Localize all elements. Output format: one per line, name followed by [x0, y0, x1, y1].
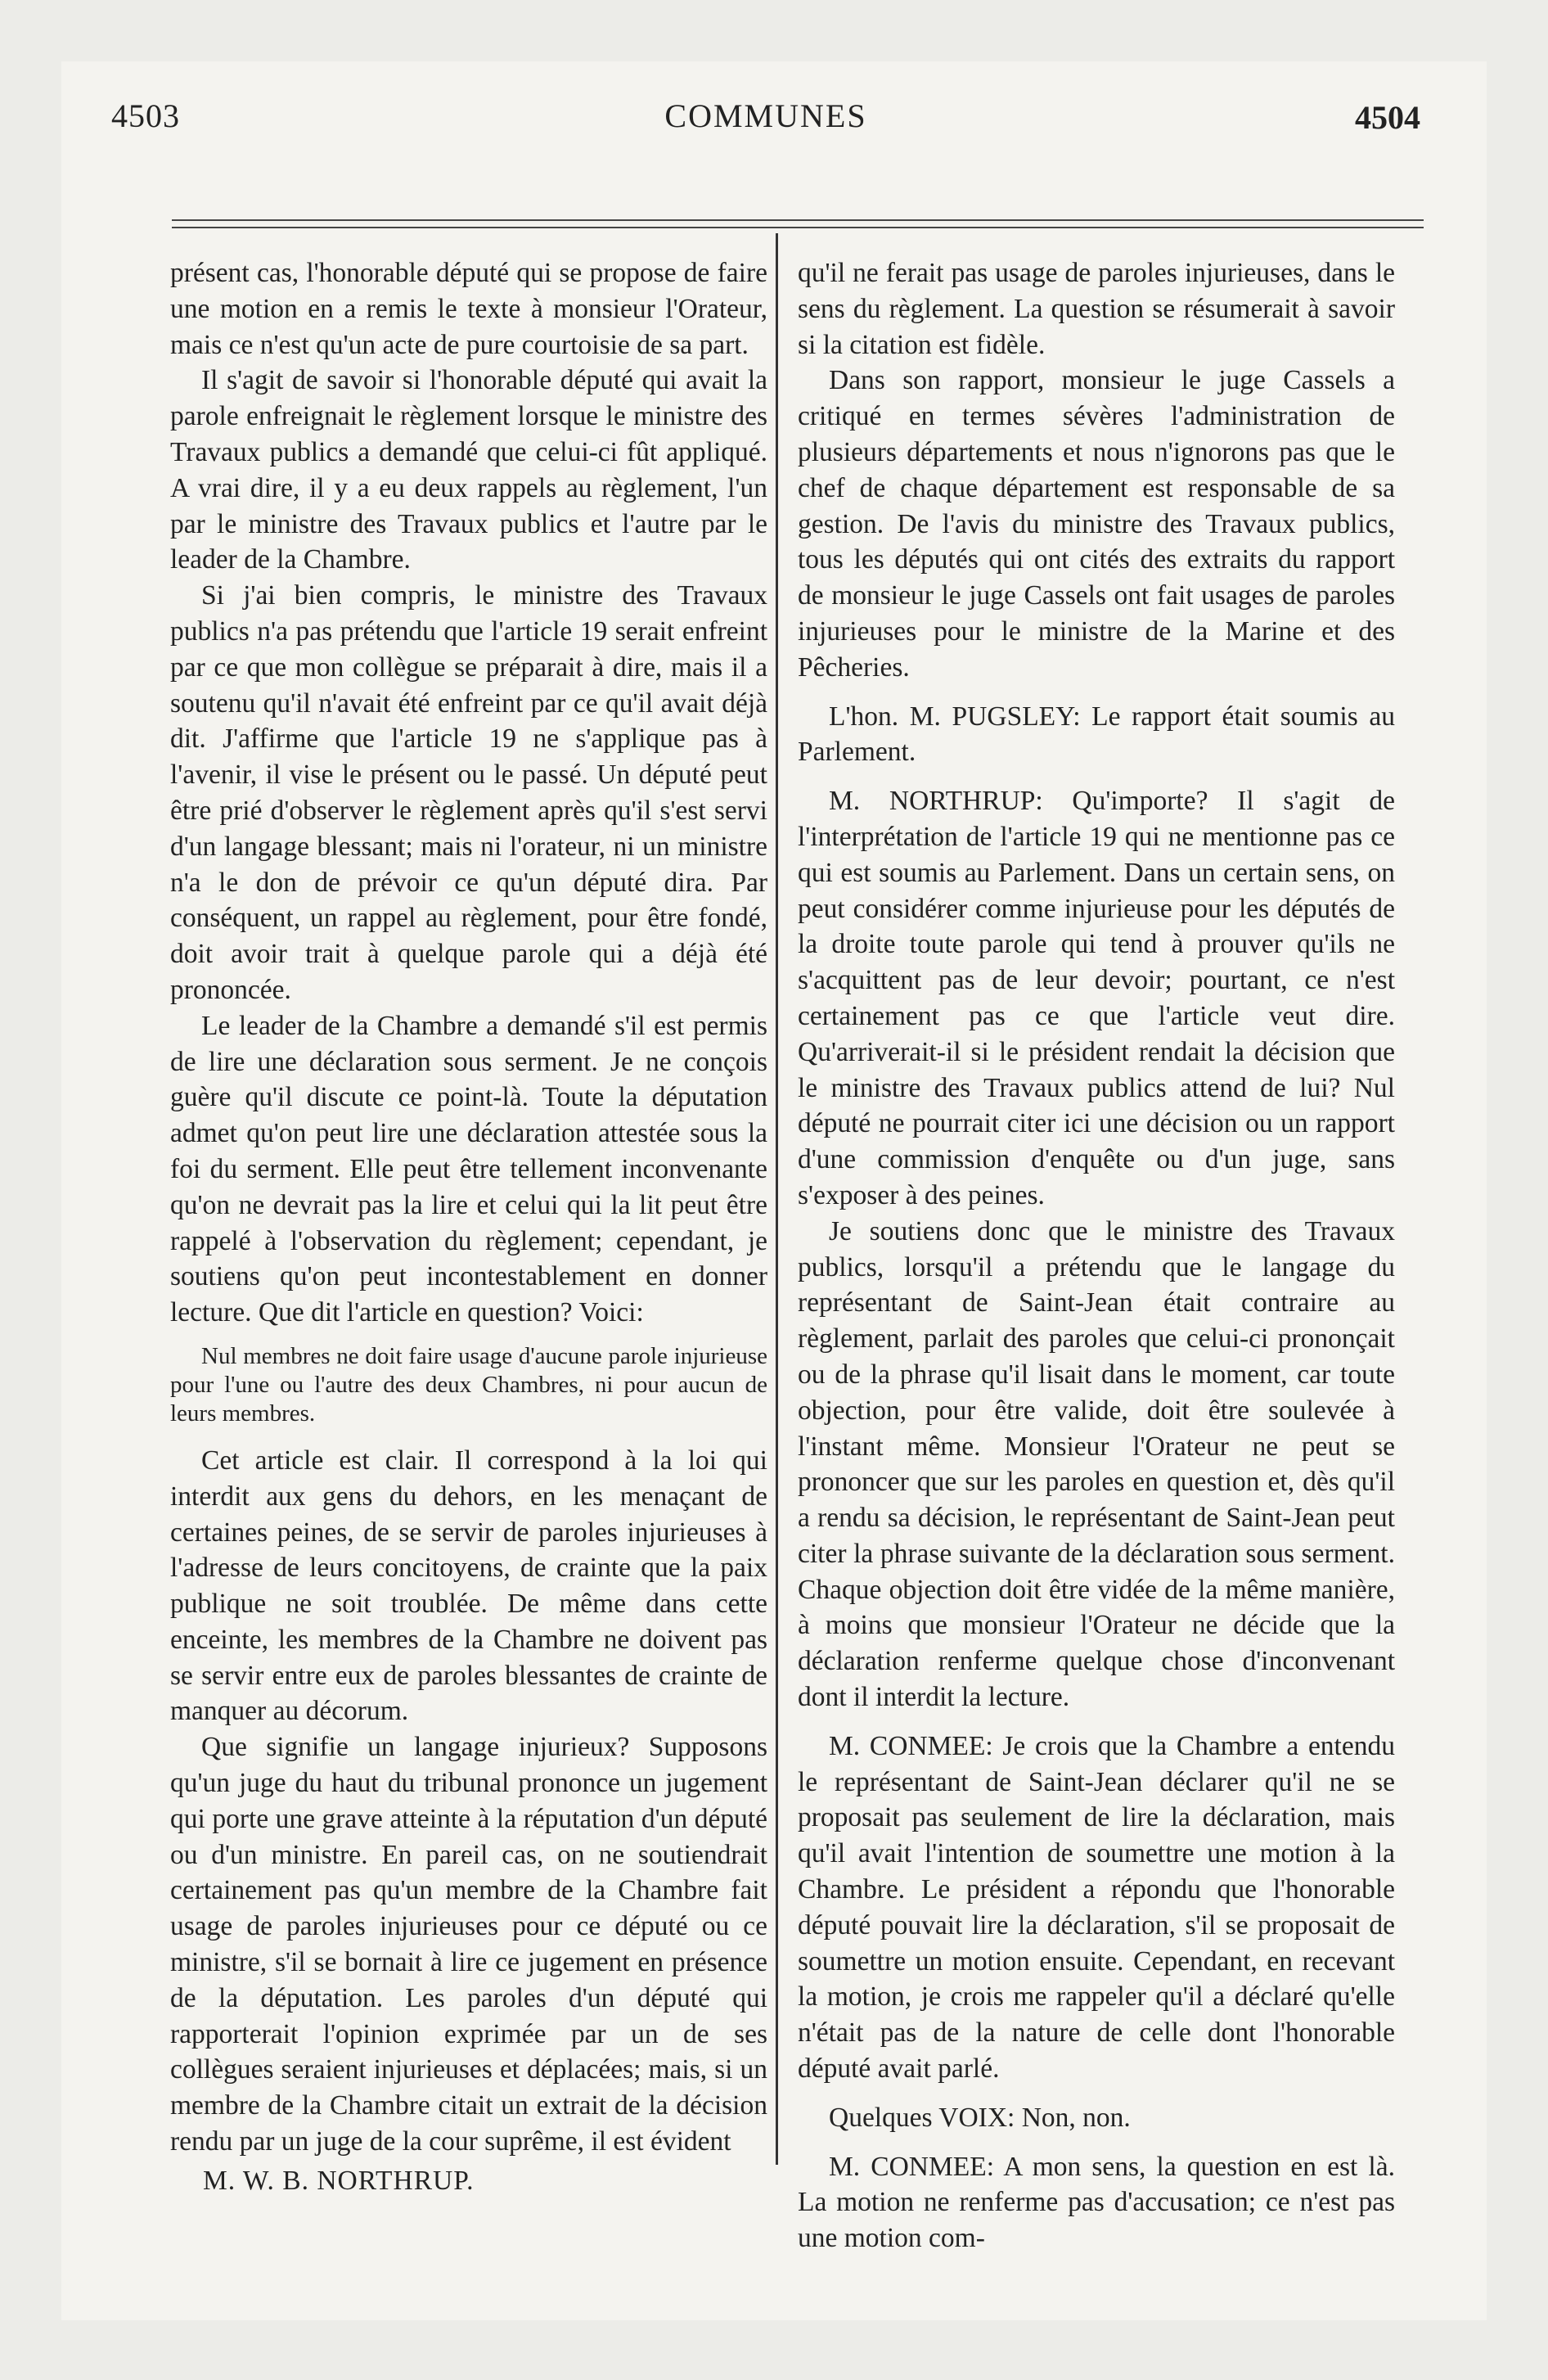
- right-page-number: 4504: [1355, 99, 1420, 136]
- paragraph: Que signifie un langage injurieux? Supposons qu'un juge du haut du tribunal prononce un jugement qui porte une grave atteinte à la réputation d'un député ou d'un ministre. En pareil cas, on ne soutiendrait certainement pas qu'un membre de la Chambre fait usage de paroles injurieuses pour ce député ou ce ministre, s'il se bornait à lire ce jugement en présence de la députation. Les paroles d'un député qui rapporterait l'opinion exprimée par un de ses collègues seraient injurieuses et déplacées; mais, si un membre de la Chambre citait un extrait de la décision rendu par un juge de la cour suprême, il est évident: [170, 1732, 767, 2157]
- header-rule-top: [172, 219, 1424, 221]
- speaker-paragraph: M. CONMEE: Je crois que la Chambre a entendu le représentant de Saint-Jean déclarer qu'il ne se proposait pas seulement de lire la déclaration, mais qu'il avait l'intention de soumettre une motion à la Chambre. Le président a répondu que l'honorable député pouvait lire la déclaration, s'il se proposait de soumettre un motion ensuite. Cependant, en recevant la motion, je crois me rappeler qu'il a déclaré qu'elle n'était pas de la nature de celle dont l'honorable député avait parlé.: [798, 1730, 1395, 2085]
- paragraph: présent cas, l'honorable député qui se propose de faire une motion en a remis le texte à monsieur l'Orateur, mais ce n'est qu'un acte de pure courtoisie de sa part.: [170, 258, 767, 360]
- speaker-paragraph: M. NORTHRUP: Qu'importe? Il s'agit de l'interprétation de l'article 19 qui ne mentionne pas ce qui est soumis au Parlement. Dans un certain sens, on peut considérer comme injurieuse pour les députés de la droite toute parole qui tend à prouver qu'ils ne s'acquittent pas de leur devoir; pourtant, ce n'est certainement pas ce que l'article veut dire. Qu'arriverait-il si le président rendait la décision que le ministre des Travaux publics attend de lui? Nul député ne pourrait citer ici une décision ou un rapport d'une commission d'enquête ou d'un juge, sans s'exposer à des peines.: [798, 786, 1395, 1210]
- page-header: [111, 97, 1420, 154]
- paragraph: Cet article est clair. Il correspond à la loi qui interdit aux gens du dehors, en les menaçant de certaines peines, de se servir de paroles injurieuses à l'adresse de leurs concitoyens, de crainte que la paix publique ne soit troublée. De même dans cette enceinte, les membres de la Chambre ne doivent pas se servir entre eux de paroles blessantes de crainte de manquer au décorum.: [170, 1445, 767, 1727]
- speaker-signature: M. W. B. NORTHRUP.: [203, 2165, 475, 2196]
- speaker-paragraph: L'hon. M. PUGSLEY: Le rapport était soumis au Parlement.: [798, 701, 1395, 768]
- paragraph: Le leader de la Chambre a demandé s'il est permis de lire une déclaration sous serment. Je ne conçois guère qu'il discute ce point-là. Toute la députation admet qu'on peut lire une déclaration attestée sous la foi du serment. Elle peut être tellement inconvenante qu'on ne devrait pas la lire et celui qui la lit peut être rappelé à l'observation du règlement; cependant, je soutiens qu'on peut incontestablement en donner lecture. Que dit l'article en question? Voici:: [170, 1010, 767, 1328]
- header-rule-bottom: [172, 227, 1424, 228]
- paragraph: Dans son rapport, monsieur le juge Cassels a critiqué en termes sévères l'administration de plusieurs départements et nous n'ignorons pas que le chef de chaque département est responsable de sa gestion. De l'avis du ministre des Travaux publics, tous les députés qui ont cités des extraits du rapport de monsieur le juge Cassels ont fait usages de paroles injurieuses pour le ministre de la Marine et des Pêcheries.: [798, 365, 1395, 683]
- paragraph: qu'il ne ferait pas usage de paroles injurieuses, dans le sens du règlement. La question se résumerait à savoir si la citation est fidèle.: [798, 258, 1395, 360]
- column-divider: [776, 233, 778, 2165]
- paragraph: Je soutiens donc que le ministre des Travaux publics, lorsqu'il a prétendu que le langage du représentant de Saint-Jean était contraire au règlement, parlait des paroles que celui-ci prononçait ou de la phrase qu'il lisait dans le moment, car toute objection, pour être valide, doit être soulevée à l'instant même. Monsieur l'Orateur ne peut se prononcer que sur les paroles en question et, dès qu'il a rendu sa décision, le représentant de Saint-Jean peut citer la phrase suivante de la déclaration sous serment. Chaque objection doit être vidée de la même manière, à moins que monsieur l'Orateur ne décide que la déclaration renferme quelque chose d'inconvenant dont il interdit la lecture.: [798, 1215, 1395, 1713]
- paragraph: Si j'ai bien compris, le ministre des Travaux publics n'a pas prétendu que l'article 19 serait enfreint par ce que mon collègue se préparait à dire, mais il a soutenu qu'il n'avait été enfreint par ce qu'il avait déjà dit. J'affirme que l'article 19 ne s'applique pas à l'avenir, il vise le présent ou le passé. Un député peut être prié d'observer le règlement après qu'il s'est servi d'un langage blessant; mais ni l'orateur, ni un ministre n'a le don de prévoir ce qu'un député dira. Par conséquent, un rappel au règlement, pour être fondé, doit avoir trait à quelque parole qui a déjà été prononcée.: [170, 580, 767, 1005]
- left-page-number: 4503: [111, 97, 180, 134]
- left-column: [170, 255, 767, 2199]
- speaker-paragraph: M. CONMEE: A mon sens, la question en est là. La motion ne renferme pas d'accusation; ce n'est pas une motion com-: [798, 2151, 1395, 2254]
- quoted-rule: Nul membres ne doit faire usage d'aucune parole injurieuse pour l'une ou l'autre des deux Chambres, ni pour aucun de leurs membres.: [170, 1342, 767, 1427]
- right-column: [798, 255, 1395, 2256]
- paragraph: Il s'agit de savoir si l'honorable député qui avait la parole enfreignait le règlement lorsque le ministre des Travaux publics a demandé que celui-ci fût appliqué. A vrai dire, il y a eu deux rappels au règlement, l'un par le ministre des Travaux publics et l'autre par le leader de la Chambre.: [170, 365, 767, 575]
- speaker-paragraph: Quelques VOIX: Non, non.: [829, 2102, 1131, 2133]
- running-title: COMMUNES: [664, 97, 867, 134]
